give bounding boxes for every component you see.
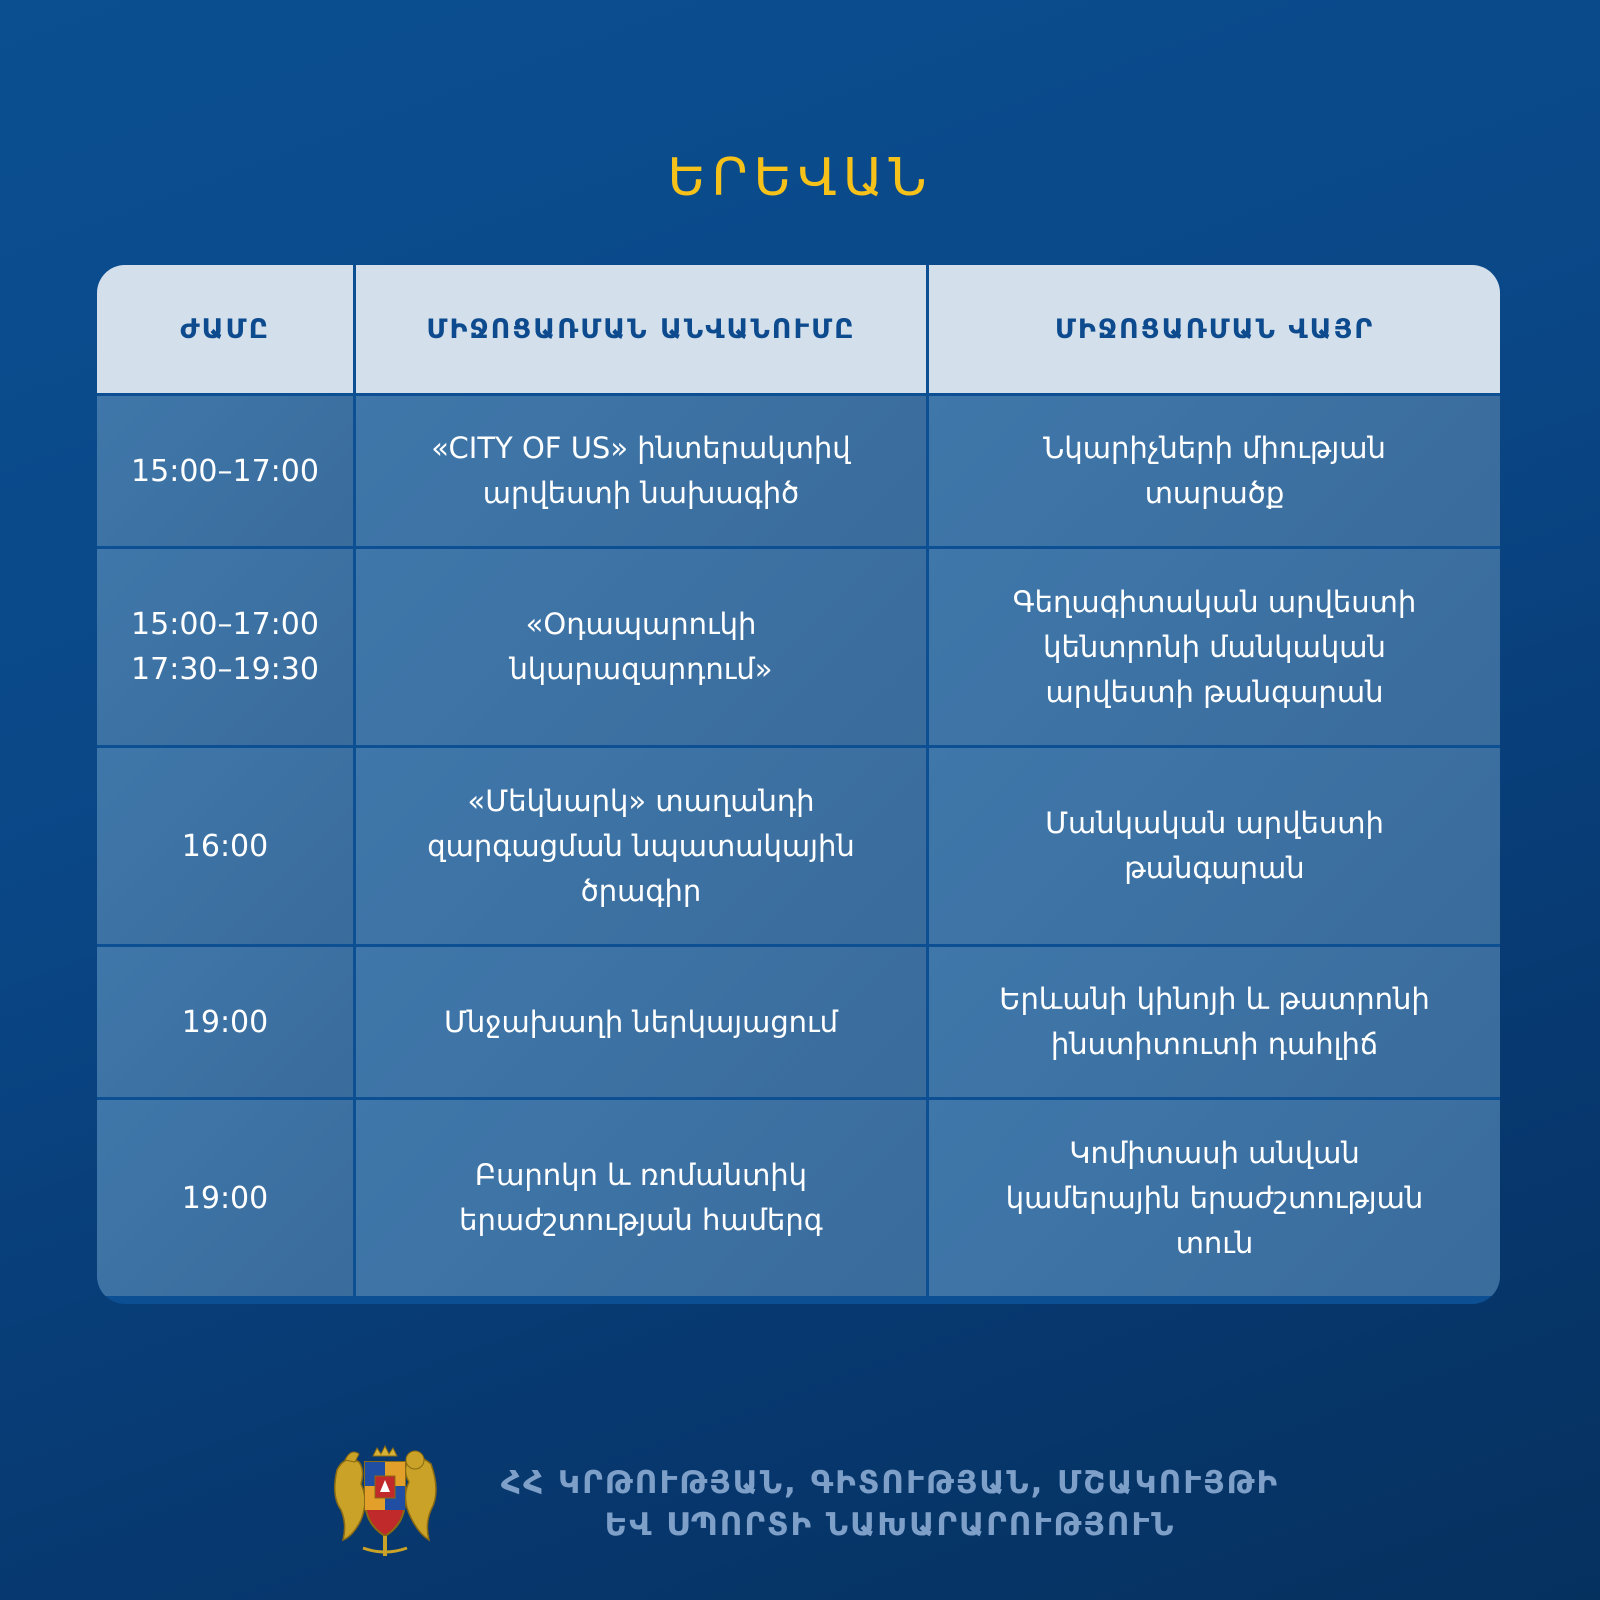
footer	[0, 1440, 1600, 1570]
event-name-text: Բարոկո և ռոմանտիկ երաժշտության համերգ	[459, 1158, 823, 1237]
table-row-5-time	[97, 1100, 353, 1296]
table-row-2-venue	[929, 549, 1500, 745]
event-name-text: «CITY OF US» ինտերակտիվ արվեստի նախագիծ	[431, 431, 851, 510]
venue-text: Կոմիտասի անվան կամերային երաժշտության տուն	[1005, 1135, 1424, 1260]
table-row-2-name	[356, 549, 926, 745]
table-row-5-venue	[929, 1100, 1500, 1296]
schedule-table	[97, 265, 1500, 1304]
page-title: ԵՐԵՎԱՆ	[667, 148, 933, 208]
table-row-3-time	[97, 748, 353, 944]
table-row-4-name	[356, 947, 926, 1097]
time-text: 15:00–17:00	[131, 453, 319, 489]
header-event-name	[356, 265, 926, 393]
table-row-3-name	[356, 748, 926, 944]
table-row-5-name	[356, 1100, 926, 1296]
ministry-line-2: ԵՎ ՍՊՈՐՏԻ ՆԱԽԱՐԱՐՈՒԹՅՈՒՆ	[604, 1507, 1176, 1543]
ministry-name	[500, 1462, 1280, 1546]
header-time-label: ԺԱՄԸ	[179, 313, 271, 345]
time-text: 15:00–17:00 17:30–19:30	[131, 607, 319, 687]
table-row-1-name	[356, 396, 926, 546]
armenia-coat-of-arms-icon	[325, 1440, 445, 1560]
header-time	[97, 265, 353, 393]
venue-text: Երևանի կինոյի և թատրոնի ինստիտուտի դահլիճ	[999, 982, 1430, 1061]
table-row-1-venue	[929, 396, 1500, 546]
header-event-name-label: ՄԻՋՈՑԱՌՄԱՆ ԱՆՎԱՆՈՒՄԸ	[426, 313, 856, 345]
venue-text: Մանկական արվեստի թանգարան	[1045, 806, 1384, 885]
time-text: 19:00	[181, 1180, 269, 1216]
event-name-text: «Օդապարուկի նկարազարդում»	[509, 607, 773, 686]
venue-text: Նկարիչների միության տարածք	[1043, 431, 1386, 510]
event-name-text: «Մեկնարկ» տաղանդի զարգացման նպատակային ծրագիր	[427, 783, 855, 908]
ministry-line-1: ՀՀ ԿՐԹՈՒԹՅԱՆ, ԳԻՏՈՒԹՅԱՆ, ՄՇԱԿՈՒՅԹԻ	[500, 1465, 1280, 1501]
header-venue-label: ՄԻՋՈՑԱՌՄԱՆ ՎԱՅՐ	[1054, 313, 1375, 345]
table-row-4-venue	[929, 947, 1500, 1097]
venue-text: Գեղագիտական արվեստի կենտրոնի մանկական արվեստի թանգարան	[1012, 584, 1417, 709]
time-text: 16:00	[181, 828, 269, 864]
table-row-4-time	[97, 947, 353, 1097]
table-row-1-time	[97, 396, 353, 546]
time-text: 19:00	[181, 1004, 269, 1040]
table-row-3-venue	[929, 748, 1500, 944]
header-venue	[929, 265, 1500, 393]
table-row-2-time	[97, 549, 353, 745]
event-name-text: Մնջախաղի ներկայացում	[443, 1004, 839, 1039]
